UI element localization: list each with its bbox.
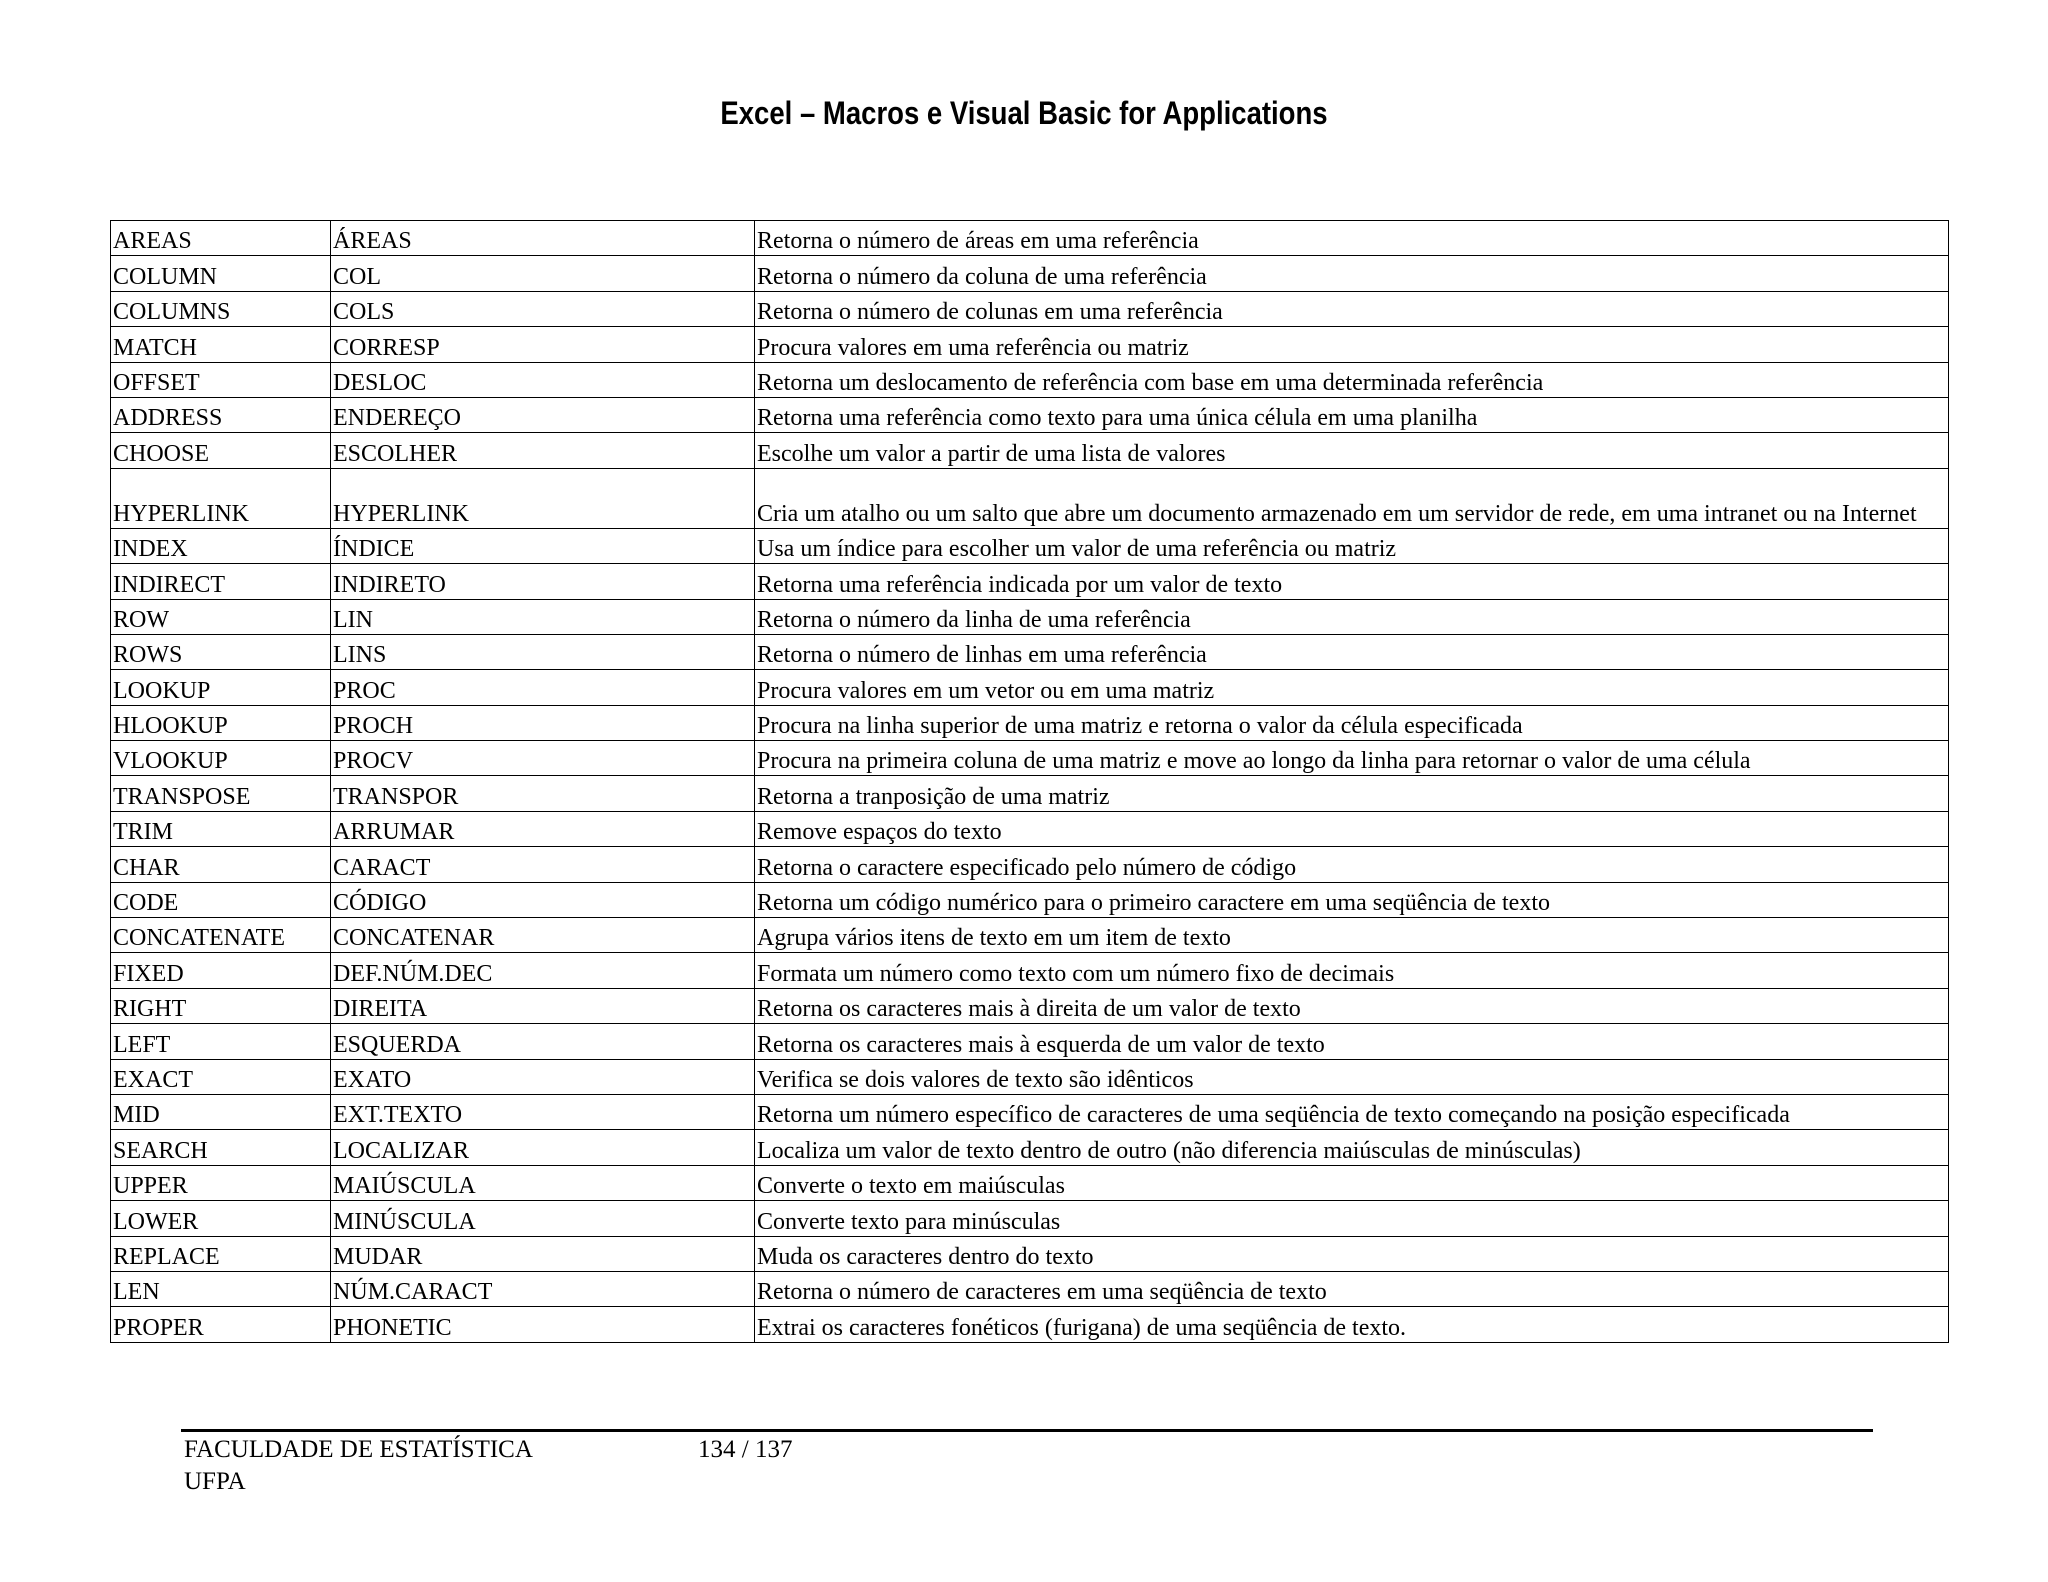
portuguese-name-cell: MUDAR: [331, 1236, 755, 1271]
portuguese-name-cell: DEF.NÚM.DEC: [331, 953, 755, 988]
table-row: [111, 882, 1949, 917]
portuguese-name-cell: LINS: [331, 634, 755, 669]
portuguese-name-cell: EXATO: [331, 1059, 755, 1094]
portuguese-name-cell: MINÚSCULA: [331, 1201, 755, 1236]
description-cell: Retorna o caractere especificado pelo número de código: [755, 847, 1949, 882]
portuguese-name-cell: DESLOC: [331, 362, 755, 397]
description-cell: Procura valores em uma referência ou matriz: [755, 327, 1949, 362]
portuguese-name-cell: CÓDIGO: [331, 882, 755, 917]
english-name-cell: OFFSET: [111, 362, 331, 397]
portuguese-name-cell: ESQUERDA: [331, 1024, 755, 1059]
function-table-body: [111, 221, 1949, 1343]
table-row: [111, 397, 1949, 432]
english-name-cell: AREAS: [111, 221, 331, 256]
portuguese-name-cell: TRANSPOR: [331, 776, 755, 811]
portuguese-name-cell: ENDEREÇO: [331, 397, 755, 432]
description-cell: Retorna os caracteres mais à direita de um valor de texto: [755, 988, 1949, 1023]
description-cell: Remove espaços do texto: [755, 811, 1949, 846]
description-cell: Retorna uma referência indicada por um valor de texto: [755, 564, 1949, 599]
english-name-cell: CHAR: [111, 847, 331, 882]
english-name-cell: MID: [111, 1094, 331, 1129]
table-row: [111, 670, 1949, 705]
table-row: [111, 599, 1949, 634]
portuguese-name-cell: CORRESP: [331, 327, 755, 362]
description-cell: Procura valores em um vetor ou em uma matriz: [755, 670, 1949, 705]
description-cell: Localiza um valor de texto dentro de outro (não diferencia maiúsculas de minúsculas): [755, 1130, 1949, 1165]
table-row: [111, 468, 1949, 528]
table-row: [111, 362, 1949, 397]
table-row: [111, 564, 1949, 599]
description-cell: Agrupa vários itens de texto em um item de texto: [755, 918, 1949, 953]
portuguese-name-cell: MAIÚSCULA: [331, 1165, 755, 1200]
table-row: [111, 918, 1949, 953]
description-cell: Retorna a tranposição de uma matriz: [755, 776, 1949, 811]
portuguese-name-cell: COL: [331, 256, 755, 291]
portuguese-name-cell: LIN: [331, 599, 755, 634]
description-cell: Retorna o número de áreas em uma referência: [755, 221, 1949, 256]
portuguese-name-cell: EXT.TEXTO: [331, 1094, 755, 1129]
table-row: [111, 776, 1949, 811]
english-name-cell: INDEX: [111, 528, 331, 563]
table-row: [111, 1024, 1949, 1059]
english-name-cell: UPPER: [111, 1165, 331, 1200]
footer-page-number: 134 / 137: [698, 1436, 793, 1463]
portuguese-name-cell: ÍNDICE: [331, 528, 755, 563]
footer-faculty: FACULDADE DE ESTATÍSTICA: [184, 1436, 533, 1463]
english-name-cell: LEN: [111, 1271, 331, 1306]
english-name-cell: PROPER: [111, 1307, 331, 1342]
english-name-cell: INDIRECT: [111, 564, 331, 599]
english-name-cell: HLOOKUP: [111, 705, 331, 740]
portuguese-name-cell: INDIRETO: [331, 564, 755, 599]
footer-organization: [184, 1434, 533, 1498]
table-row: [111, 291, 1949, 326]
table-row: [111, 433, 1949, 468]
description-cell: Retorna o número de caracteres em uma seqüência de texto: [755, 1271, 1949, 1306]
description-cell: Converte o texto em maiúsculas: [755, 1165, 1949, 1200]
table-row: [111, 327, 1949, 362]
english-name-cell: TRANSPOSE: [111, 776, 331, 811]
description-cell: Muda os caracteres dentro do texto: [755, 1236, 1949, 1271]
portuguese-name-cell: LOCALIZAR: [331, 1130, 755, 1165]
english-name-cell: FIXED: [111, 953, 331, 988]
description-cell: Verifica se dois valores de texto são idênticos: [755, 1059, 1949, 1094]
portuguese-name-cell: DIREITA: [331, 988, 755, 1023]
table-row: [111, 741, 1949, 776]
portuguese-name-cell: CARACT: [331, 847, 755, 882]
table-row: [111, 1201, 1949, 1236]
description-cell: Retorna o número da coluna de uma referência: [755, 256, 1949, 291]
table-row: [111, 221, 1949, 256]
function-table: [110, 220, 1949, 1343]
description-cell: Escolhe um valor a partir de uma lista de valores: [755, 433, 1949, 468]
portuguese-name-cell: NÚM.CARACT: [331, 1271, 755, 1306]
english-name-cell: CODE: [111, 882, 331, 917]
english-name-cell: RIGHT: [111, 988, 331, 1023]
table-row: [111, 528, 1949, 563]
table-row: [111, 988, 1949, 1023]
table-row: [111, 1165, 1949, 1200]
table-row: [111, 811, 1949, 846]
footer-divider: [181, 1429, 1873, 1432]
english-name-cell: ADDRESS: [111, 397, 331, 432]
description-cell: Retorna um número específico de caracteres de uma seqüência de texto começando na posição especificada: [755, 1094, 1949, 1129]
table-row: [111, 1307, 1949, 1342]
english-name-cell: SEARCH: [111, 1130, 331, 1165]
description-cell: Retorna um código numérico para o primeiro caractere em uma seqüência de texto: [755, 882, 1949, 917]
english-name-cell: CHOOSE: [111, 433, 331, 468]
english-name-cell: REPLACE: [111, 1236, 331, 1271]
description-cell: Retorna o número da linha de uma referência: [755, 599, 1949, 634]
description-cell: Converte texto para minúsculas: [755, 1201, 1949, 1236]
description-cell: Retorna uma referência como texto para uma única célula em uma planilha: [755, 397, 1949, 432]
footer-university: UFPA: [184, 1468, 246, 1495]
portuguese-name-cell: CONCATENAR: [331, 918, 755, 953]
english-name-cell: LEFT: [111, 1024, 331, 1059]
english-name-cell: VLOOKUP: [111, 741, 331, 776]
portuguese-name-cell: ÁREAS: [331, 221, 755, 256]
table-row: [111, 634, 1949, 669]
description-cell: Retorna um deslocamento de referência com base em uma determinada referência: [755, 362, 1949, 397]
description-cell: Procura na linha superior de uma matriz e retorna o valor da célula especificada: [755, 705, 1949, 740]
description-cell: Usa um índice para escolher um valor de uma referência ou matriz: [755, 528, 1949, 563]
description-cell: Procura na primeira coluna de uma matriz e move ao longo da linha para retornar o valor de uma célula: [755, 741, 1949, 776]
english-name-cell: LOOKUP: [111, 670, 331, 705]
description-cell: Retorna o número de linhas em uma referência: [755, 634, 1949, 669]
portuguese-name-cell: ESCOLHER: [331, 433, 755, 468]
english-name-cell: TRIM: [111, 811, 331, 846]
description-cell: Formata um número como texto com um número fixo de decimais: [755, 953, 1949, 988]
table-row: [111, 1271, 1949, 1306]
table-row: [111, 953, 1949, 988]
portuguese-name-cell: PROCV: [331, 741, 755, 776]
page-title: Excel – Macros e Visual Basic for Applications: [720, 95, 1328, 131]
english-name-cell: MATCH: [111, 327, 331, 362]
description-cell: Retorna os caracteres mais à esquerda de um valor de texto: [755, 1024, 1949, 1059]
english-name-cell: COLUMN: [111, 256, 331, 291]
table-row: [111, 1094, 1949, 1129]
table-row: [111, 847, 1949, 882]
table-row: [111, 1236, 1949, 1271]
english-name-cell: EXACT: [111, 1059, 331, 1094]
description-cell: Cria um atalho ou um salto que abre um documento armazenado em um servidor de rede, em uma intranet ou na Internet: [755, 468, 1949, 528]
portuguese-name-cell: PHONETIC: [331, 1307, 755, 1342]
portuguese-name-cell: PROC: [331, 670, 755, 705]
portuguese-name-cell: PROCH: [331, 705, 755, 740]
english-name-cell: CONCATENATE: [111, 918, 331, 953]
portuguese-name-cell: COLS: [331, 291, 755, 326]
english-name-cell: ROW: [111, 599, 331, 634]
portuguese-name-cell: HYPERLINK: [331, 468, 755, 528]
description-cell: Extrai os caracteres fonéticos (furigana) de uma seqüência de texto.: [755, 1307, 1949, 1342]
english-name-cell: ROWS: [111, 634, 331, 669]
table-row: [111, 256, 1949, 291]
description-cell: Retorna o número de colunas em uma referência: [755, 291, 1949, 326]
portuguese-name-cell: ARRUMAR: [331, 811, 755, 846]
table-row: [111, 705, 1949, 740]
english-name-cell: LOWER: [111, 1201, 331, 1236]
table-row: [111, 1130, 1949, 1165]
english-name-cell: COLUMNS: [111, 291, 331, 326]
table-row: [111, 1059, 1949, 1094]
english-name-cell: HYPERLINK: [111, 468, 331, 528]
